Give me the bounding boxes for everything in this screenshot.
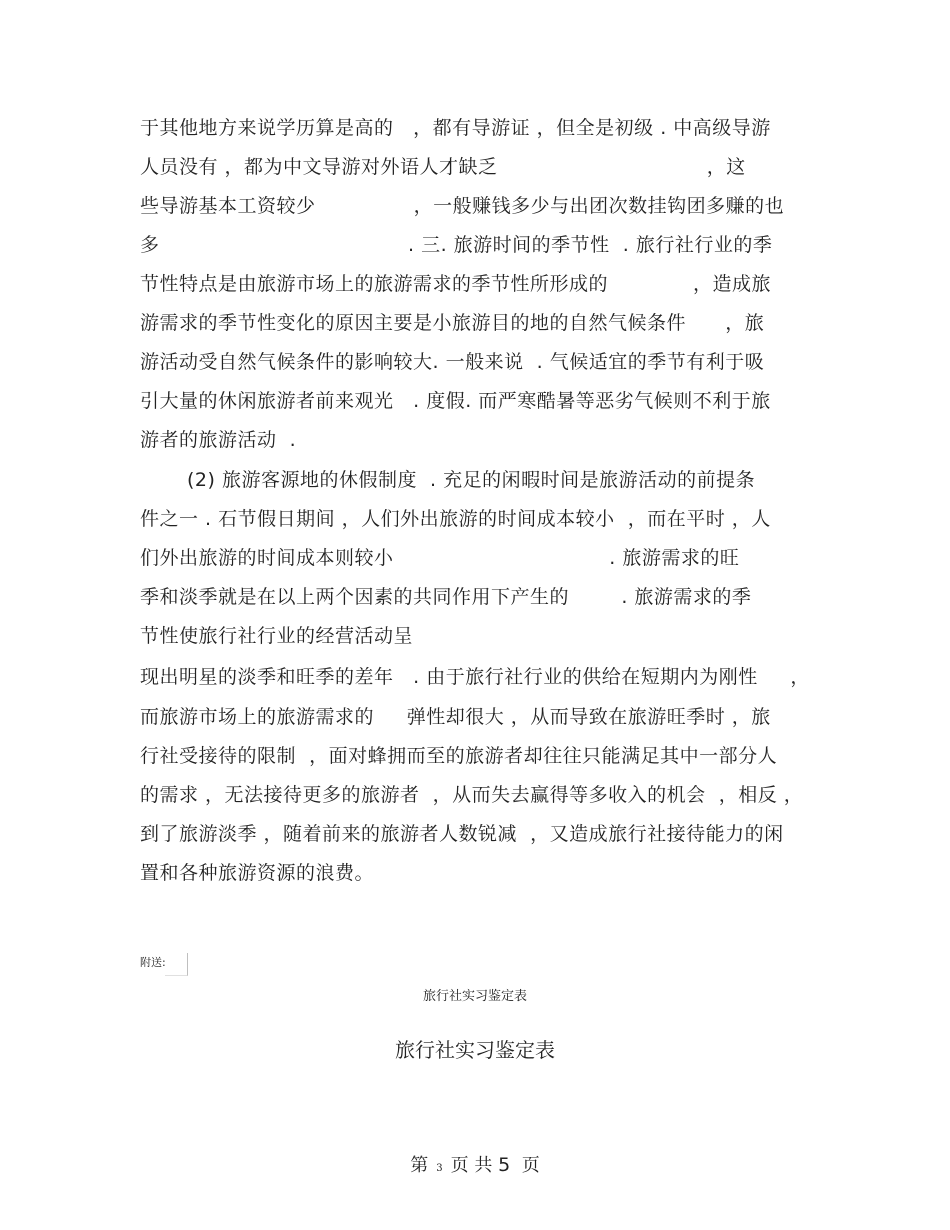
body-line: 人员没有 ，都为中文导游对外语人才缺乏 ，这	[140, 156, 746, 178]
body-line: 件之一 . 石节假日期间 ，人们外出旅游的时间成本较小 ，而在平时 ，人	[140, 508, 771, 530]
body-line: 节性特点是由旅游市场上的旅游需求的季节性所形成的 ，造成旅	[140, 273, 772, 295]
body-line: 而旅游市场上的旅游需求的 弹性却很大 ，从而导致在旅游旺季时 ，旅	[140, 706, 771, 728]
body-line: 到了旅游淡季 ，随着前来的旅游者人数锐减 ，又造成旅行社接待能力的闲	[140, 823, 784, 845]
body-line: 现出明星的淡季和旺季的差年 . 由于旅行社行业的供给在短期内为刚性 ，	[140, 666, 810, 688]
body-line: 游活动受自然气候条件的影响较大. 一般来说 . 气候适宜的季节有利于吸	[140, 351, 765, 373]
body-line: 引大量的休闲旅游者前来观光 . 度假. 而严寒酷暑等恶劣气候则不利于旅	[140, 390, 771, 412]
body-line: 行社受接待的限制 ，面对蜂拥而至的旅游者却往往只能满足其中一部分人	[140, 745, 778, 767]
body-line: 们外出旅游的时间成本则较小 . 旅游需求的旺	[140, 547, 740, 569]
attachment-box	[165, 953, 188, 976]
body-line: 季和淡季就是在以上两个因素的共同作用下产生的 . 旅游需求的季	[140, 586, 752, 608]
footer-prefix: 第	[410, 1155, 429, 1176]
paragraph-first-line: (2) 旅游客源地的休假制度 . 充足的闲暇时间是旅游活动的前提条	[187, 469, 756, 491]
footer-middle: 页 共	[450, 1155, 493, 1176]
footer-suffix: 页	[521, 1155, 540, 1176]
body-line: 于其他地方来说学历算是高的 ，都有导游证 ，但全是初级 . 中高级导游	[140, 117, 771, 139]
page-title: 旅行社实习鉴定表	[395, 1038, 555, 1062]
body-line: 置和各种旅游资源的浪费。	[140, 862, 375, 884]
body-line: 节性使旅行社行业的经营活动呈	[140, 625, 414, 647]
body-line: 的需求 ，无法接待更多的旅游者 ，从而失去赢得等多收入的机会 ，相反 ，	[140, 784, 804, 806]
footer-total-pages: 5	[498, 1154, 511, 1176]
body-line: 些导游基本工资较少 ，一般赚钱多少与出团次数挂钩团多赚的也	[140, 195, 785, 217]
body-line: 游需求的季节性变化的原因主要是小旅游目的地的自然气候条件 ，旅	[140, 312, 765, 334]
body-line: 多 . 三. 旅游时间的季节性 . 旅行社行业的季	[140, 234, 773, 256]
footer-current-page: 3	[436, 1163, 443, 1174]
body-line: 游者的旅游活动 .	[140, 429, 297, 451]
page-footer	[0, 1152, 950, 1182]
attachment-label: 附送:	[140, 956, 166, 969]
small-title: 旅行社实习鉴定表	[422, 989, 527, 1004]
